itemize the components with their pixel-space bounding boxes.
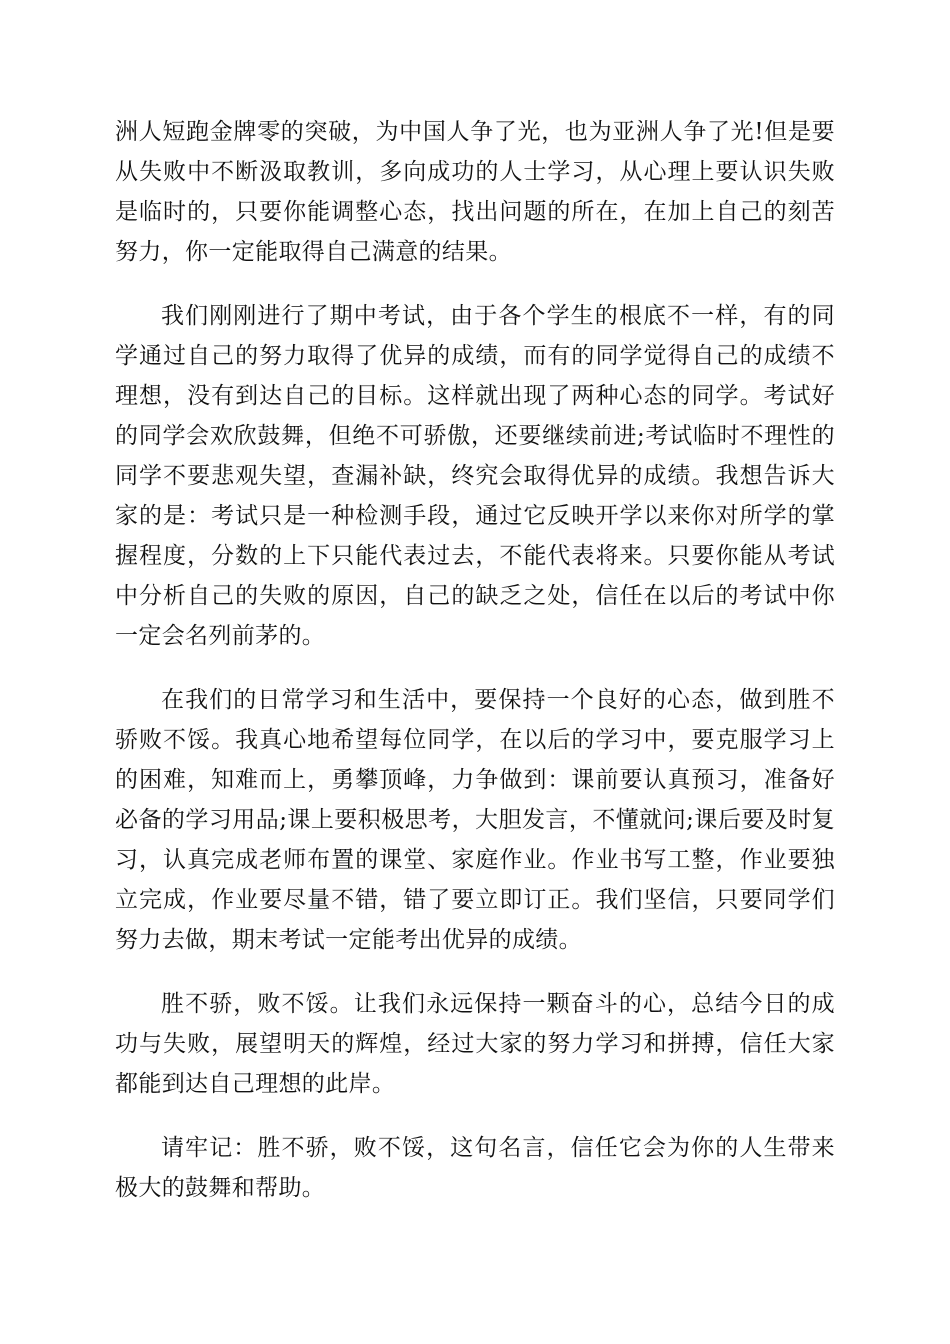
paragraph-3: 在我们的日常学习和生活中，要保持一个良好的心态，做到胜不骄败不馁。我真心地希望每位同学，在以后的学习中，要克服学习上的困难，知难而上，勇攀顶峰，力争做到：课前要认真预习，准备好必备的学习用品;课上要积极思考，大胆发言，不懂就问;课后要及时复习，认真完成老师布置的课堂、家庭作业。作业书写工整，作业要独立完成，作业要尽量不错，错了要立即订正。我们坚信，只要同学们努力去做，期末考试一定能考出优异的成绩。 — [115, 687, 835, 953]
paragraph-4: 胜不骄，败不馁。让我们永远保持一颗奋斗的心，总结今日的成功与失败，展望明天的辉煌，经过大家的努力学习和拼搏，信任大家都能到达自己理想的此岸。 — [115, 991, 835, 1097]
paragraph-2: 我们刚刚进行了期中考试，由于各个学生的根底不一样，有的同学通过自己的努力取得了优异的成绩，而有的同学觉得自己的成绩不理想，没有到达自己的目标。这样就出现了两种心态的同学。考试好的同学会欢欣鼓舞，但绝不可骄傲，还要继续前进;考试临时不理性的同学不要悲观失望，查漏补缺，终究会取得优异的成绩。我想告诉大家的是：考试只是一种检测手段，通过它反映开学以来你对所学的掌握程度，分数的上下只能代表过去，不能代表将来。只要你能从考试中分析自己的失败的原因，自己的缺乏之处，信任在以后的考试中你一定会名列前茅的。 — [115, 303, 835, 649]
paragraph-5: 请牢记：胜不骄，败不馁，这句名言，信任它会为你的人生带来极大的鼓舞和帮助。 — [115, 1135, 835, 1201]
document-body — [115, 112, 835, 1232]
paragraph-1: 洲人短跑金牌零的突破，为中国人争了光，也为亚洲人争了光!但是要从失败中不断汲取教训，多向成功的人士学习，从心理上要认识失败是临时的，只要你能调整心态，找出问题的所在，在加上自己的刻苦努力，你一定能取得自己满意的结果。 — [115, 119, 835, 265]
